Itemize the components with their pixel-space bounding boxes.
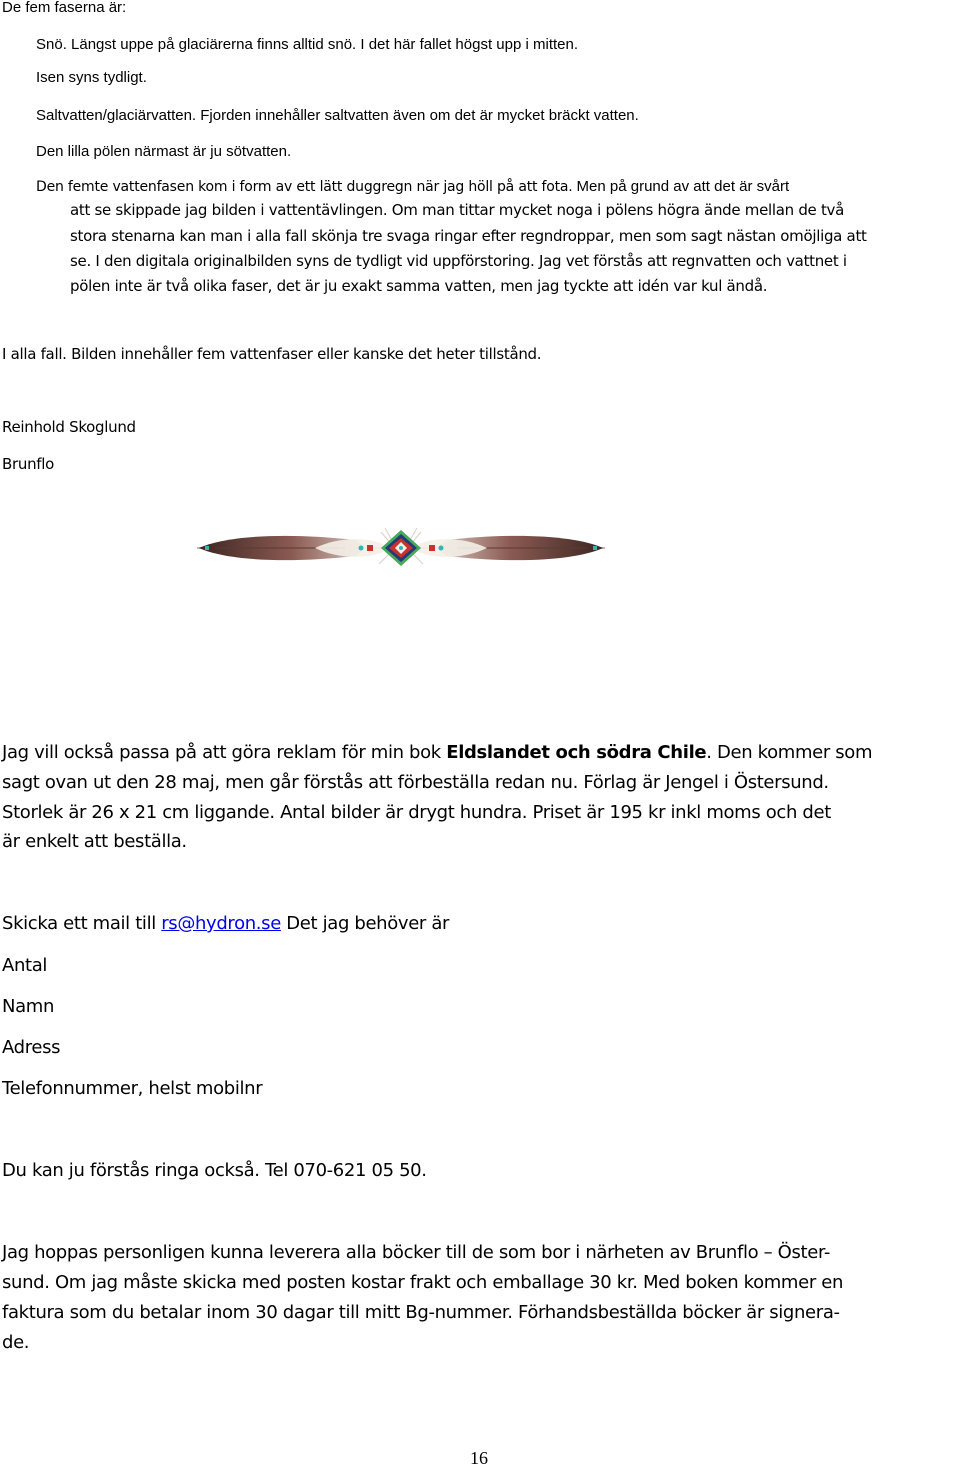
page-number: 16 — [470, 1448, 488, 1468]
order-field-telefon: Telefonnummer, helst mobilnr — [2, 1078, 263, 1099]
phase-rain-line-1: att se skippade jag bilden i vattentävlingen. Om man tittar mycket noga i pölens högra ände mellan de två — [70, 201, 844, 219]
feather-divider-icon — [195, 522, 607, 572]
phase-rain-line-4: pölen inte är två olika faser, det är ju exakt samma vatten, men jag tyckte att idén var kul ändå. — [70, 277, 768, 295]
signature-place: Brunflo — [2, 455, 54, 473]
order-mail-pre: Skicka ett mail till — [2, 913, 162, 934]
phase-saltwater: Saltvatten/glaciärvatten. Fjorden innehåller saltvatten även om det är mycket bräckt vatten. — [36, 107, 639, 124]
order-mail-post: Det jag behöver är — [280, 913, 450, 934]
delivery-line-1: Jag hoppas personligen kunna leverera alla böcker till de som bor i närheten av Brunflo – Öster- — [2, 1242, 830, 1263]
ad-line-3: Storlek är 26 x 21 cm liggande. Antal bilder är drygt hundra. Priset är 195 kr inkl moms och det — [2, 802, 831, 823]
order-field-adress: Adress — [2, 1037, 61, 1058]
phase-freshwater: Den lilla pölen närmast är ju sötvatten. — [36, 143, 292, 160]
ad-line-4: är enkelt att beställa. — [2, 831, 187, 852]
signature-name: Reinhold Skoglund — [2, 418, 136, 436]
ad-line-1-post: . Den kommer som — [706, 742, 873, 763]
phase-rain-line-2: stora stenarna kan man i alla fall skönja tre svaga ringar efter regndroppar, men som sagt nästan omöjliga att — [70, 227, 867, 245]
phase-rain-tail: Men på grund av att det är svårt — [576, 178, 790, 195]
ad-line-1 — [2, 742, 872, 763]
order-phone-line: Du kan ju förstås ringa också. Tel 070-621 05 50. — [2, 1160, 427, 1181]
phase-rain-line-3: se. I den digitala originalbilden syns de tydligt vid uppförstoring. Jag vet förstås att regnvatten och vattnet i — [70, 252, 847, 270]
book-title: Eldslandet och södra Chile — [446, 742, 707, 763]
ad-line-2: sagt ovan ut den 28 maj, men går förstås att förbeställa redan nu. Förlag är Jengel i Östersund. — [2, 772, 829, 793]
ad-line-1-pre: Jag vill också passa på att göra reklam för min bok — [2, 742, 447, 763]
delivery-line-3: faktura som du betalar inom 30 dagar till mitt Bg-nummer. Förhandsbeställda böcker är signera- — [2, 1302, 840, 1323]
phase-ice: Isen syns tydligt. — [36, 69, 147, 86]
summary-text: I alla fall. Bilden innehåller fem vattenfaser eller kanske det heter tillstånd. — [2, 345, 542, 363]
delivery-line-2: sund. Om jag måste skicka med posten kostar frakt och emballage 30 kr. Med boken kommer en — [2, 1272, 844, 1293]
delivery-line-4: de. — [2, 1332, 30, 1353]
email-link[interactable]: rs@hydron.se — [161, 913, 281, 934]
order-field-namn: Namn — [2, 996, 55, 1017]
phase-snow: Snö. Längst uppe på glaciärerna finns alltid snö. I det här fallet högst upp i mitten. — [36, 36, 579, 53]
phase-rain-lead: Den femte vattenfasen kom i form av ett lätt duggregn när jag höll på att fota. — [36, 179, 573, 195]
order-field-antal: Antal — [2, 955, 48, 976]
order-mail-line — [2, 913, 449, 934]
phase-rain-first-line — [36, 178, 789, 196]
phases-heading: De fem faserna är: — [2, 0, 127, 16]
